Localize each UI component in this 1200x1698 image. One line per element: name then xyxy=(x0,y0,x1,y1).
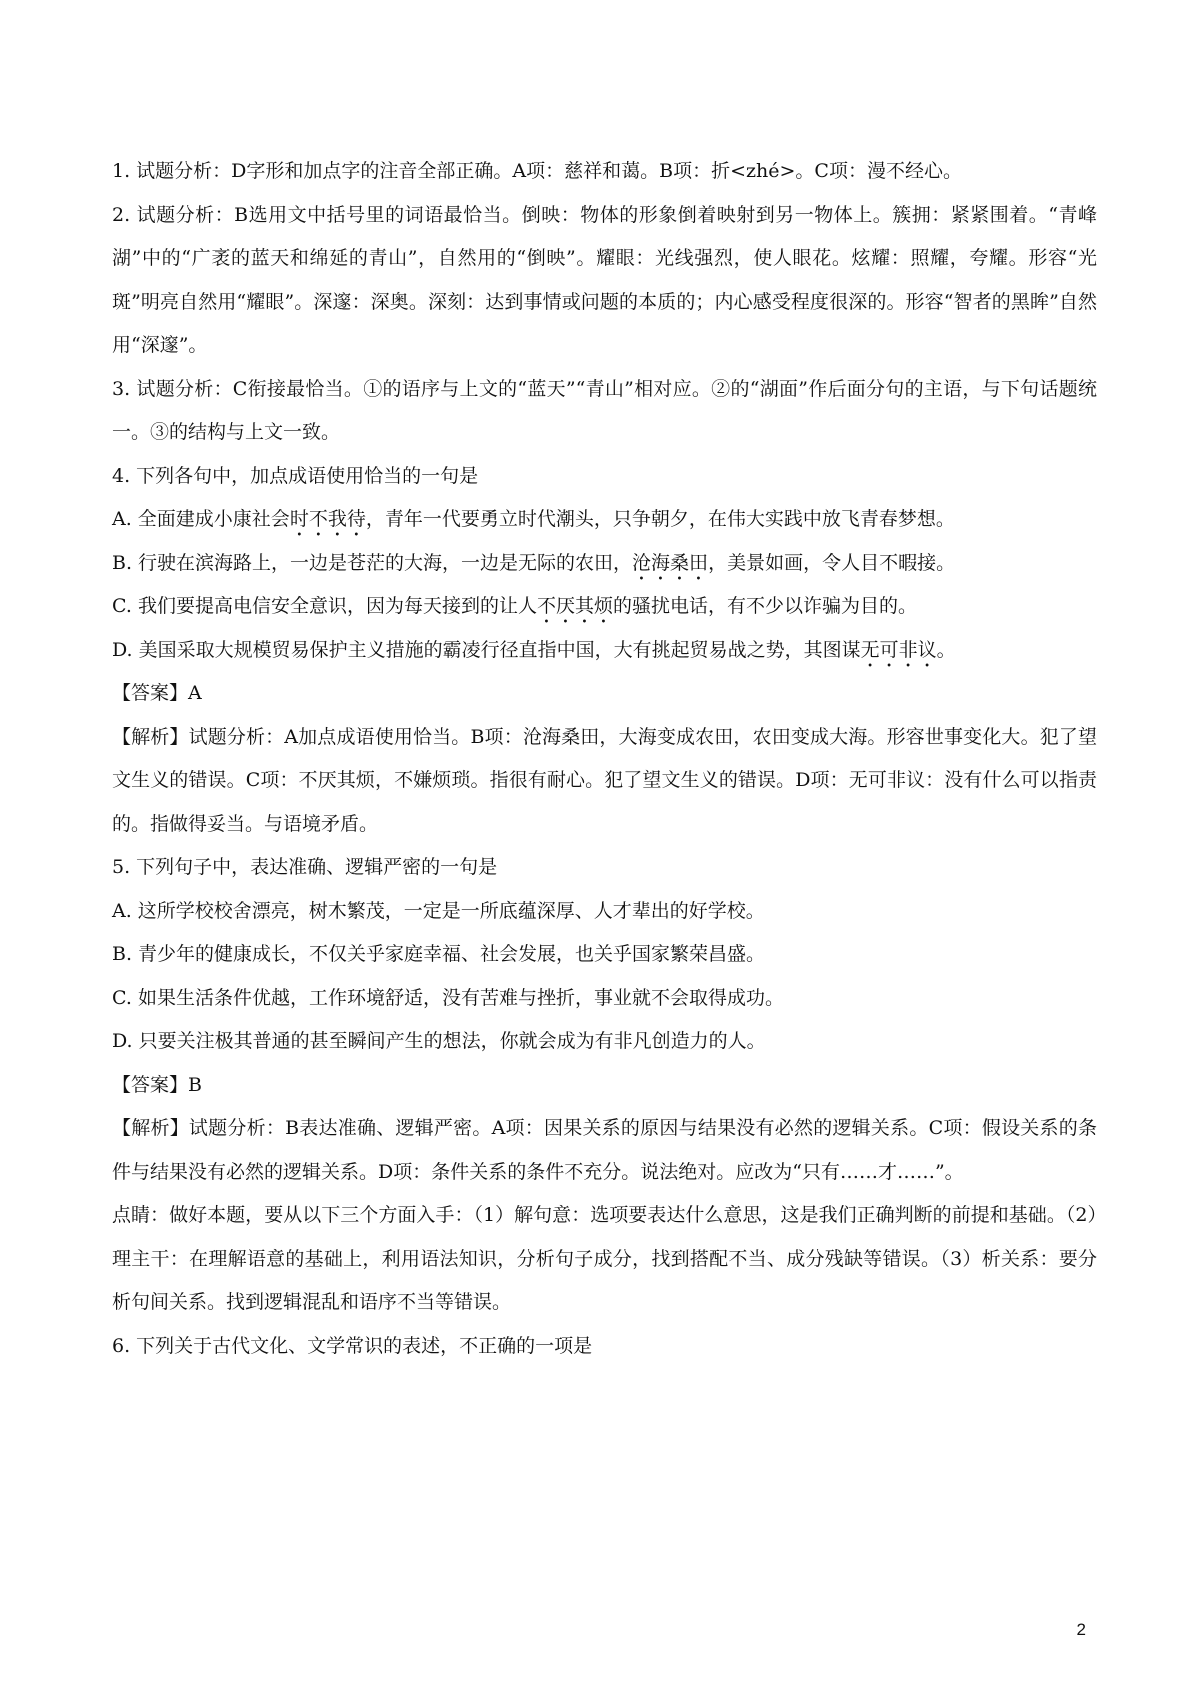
dotted-idiom: 沧海桑田 xyxy=(632,551,709,574)
q4-option-a: A. 全面建成小康社会时不我待，青年一代要勇立时代潮头，只争朝夕，在伟大实践中放飞青春梦想。 xyxy=(112,508,955,530)
dotted-idiom: 不厌其烦 xyxy=(536,595,613,617)
q2-analysis: 2. 试题分析：B选用文中括号里的词语最恰当。倒映：物体的形象倒着映射到另一物体上。簇拥：紧紧围着。“青峰湖”中的“广袤的蓝天和绵延的青山”，自然用的“倒映”。耀眼：光线强烈，使人眼花。炫耀：照耀，夸耀。形容“光斑”明亮自然用“耀眼”。深邃：深奥。深刻：达到事情或问题的本质的；内心感受程度很深的。形容“智者的黑眸”自然用“深邃”。 xyxy=(112,203,1097,356)
q4-option-c: C. 我们要提高电信安全意识，因为每天接到的让人不厌其烦的骚扰电话，有不少以诈骗为目的。 xyxy=(112,595,917,617)
dotted-idiom: 时不我待 xyxy=(289,508,366,530)
q5-option-c: C. 如果生活条件优越，工作环境舒适，没有苦难与挫折，事业就不会取得成功。 xyxy=(112,986,784,1009)
q4-option-b: B. 行驶在滨海路上，一边是苍茫的大海，一边是无际的农田，沧海桑田，美景如画，令人目不暇接。 xyxy=(112,551,956,574)
q3-analysis: 3. 试题分析：C衔接最恰当。①的语序与上文的“蓝天”“青山”相对应。②的“湖面”作后面分句的主语，与下句话题统一。③的结构与上文一致。 xyxy=(112,377,1097,443)
page-number: 2 xyxy=(1076,1620,1086,1639)
q4-option-d: D. 美国采取大规模贸易保护主义措施的霸凌行径直指中国，大有挑起贸易战之势，其图谋无可非议。 xyxy=(112,638,956,661)
q5-option-a: A. 这所学校校舍漂亮，树木繁茂，一定是一所底蕴深厚、人才辈出的好学校。 xyxy=(112,899,765,922)
q5-answer: 【答案】B xyxy=(112,1073,202,1096)
dotted-idiom: 无可非议 xyxy=(860,638,937,661)
q5-stem: 5. 下列句子中，表达准确、逻辑严密的一句是 xyxy=(112,856,498,878)
q4-explanation: 【解析】试题分析：A加点成语使用恰当。B项：沧海桑田，大海变成农田，农田变成大海。形容世事变化大。犯了望文生义的错误。C项：不厌其烦，不嫌烦琐。指很有耐心。犯了望文生义的错误。D项：无可非议：没有什么可以指责的。指做得妥当。与语境矛盾。 xyxy=(112,725,1097,835)
q5-option-b: B. 青少年的健康成长，不仅关乎家庭幸福、社会发展，也关乎国家繁荣昌盛。 xyxy=(112,943,766,965)
q6-stem: 6. 下列关于古代文化、文学常识的表述，不正确的一项是 xyxy=(112,1334,593,1357)
q4-stem: 4. 下列各句中，加点成语使用恰当的一句是 xyxy=(112,464,479,487)
q5-option-d: D. 只要关注极其普通的甚至瞬间产生的想法，你就会成为有非凡创造力的人。 xyxy=(112,1030,766,1052)
page-content xyxy=(112,150,1097,1368)
q1-analysis: 1. 试题分析：D字形和加点字的注音全部正确。A项：慈祥和蔼。B项：折<zhé>。C项：漫不经心。 xyxy=(112,160,962,182)
q4-answer: 【答案】A xyxy=(112,682,202,704)
q5-explanation: 【解析】试题分析：B表达准确、逻辑严密。A项：因果关系的原因与结果没有必然的逻辑关系。C项：假设关系的条件与结果没有必然的逻辑关系。D项：条件关系的条件不充分。说法绝对。应改为“只有……才……”。 xyxy=(112,1117,1097,1183)
q5-tip: 点睛：做好本题，要从以下三个方面入手：（1）解句意：选项要表达什么意思，这是我们正确判断的前提和基础。（2）理主干：在理解语意的基础上，利用语法知识，分析句子成分，找到搭配不当、成分残缺等错误。（3）析关系：要分析句间关系。找到逻辑混乱和语序不当等错误。 xyxy=(112,1204,1097,1313)
